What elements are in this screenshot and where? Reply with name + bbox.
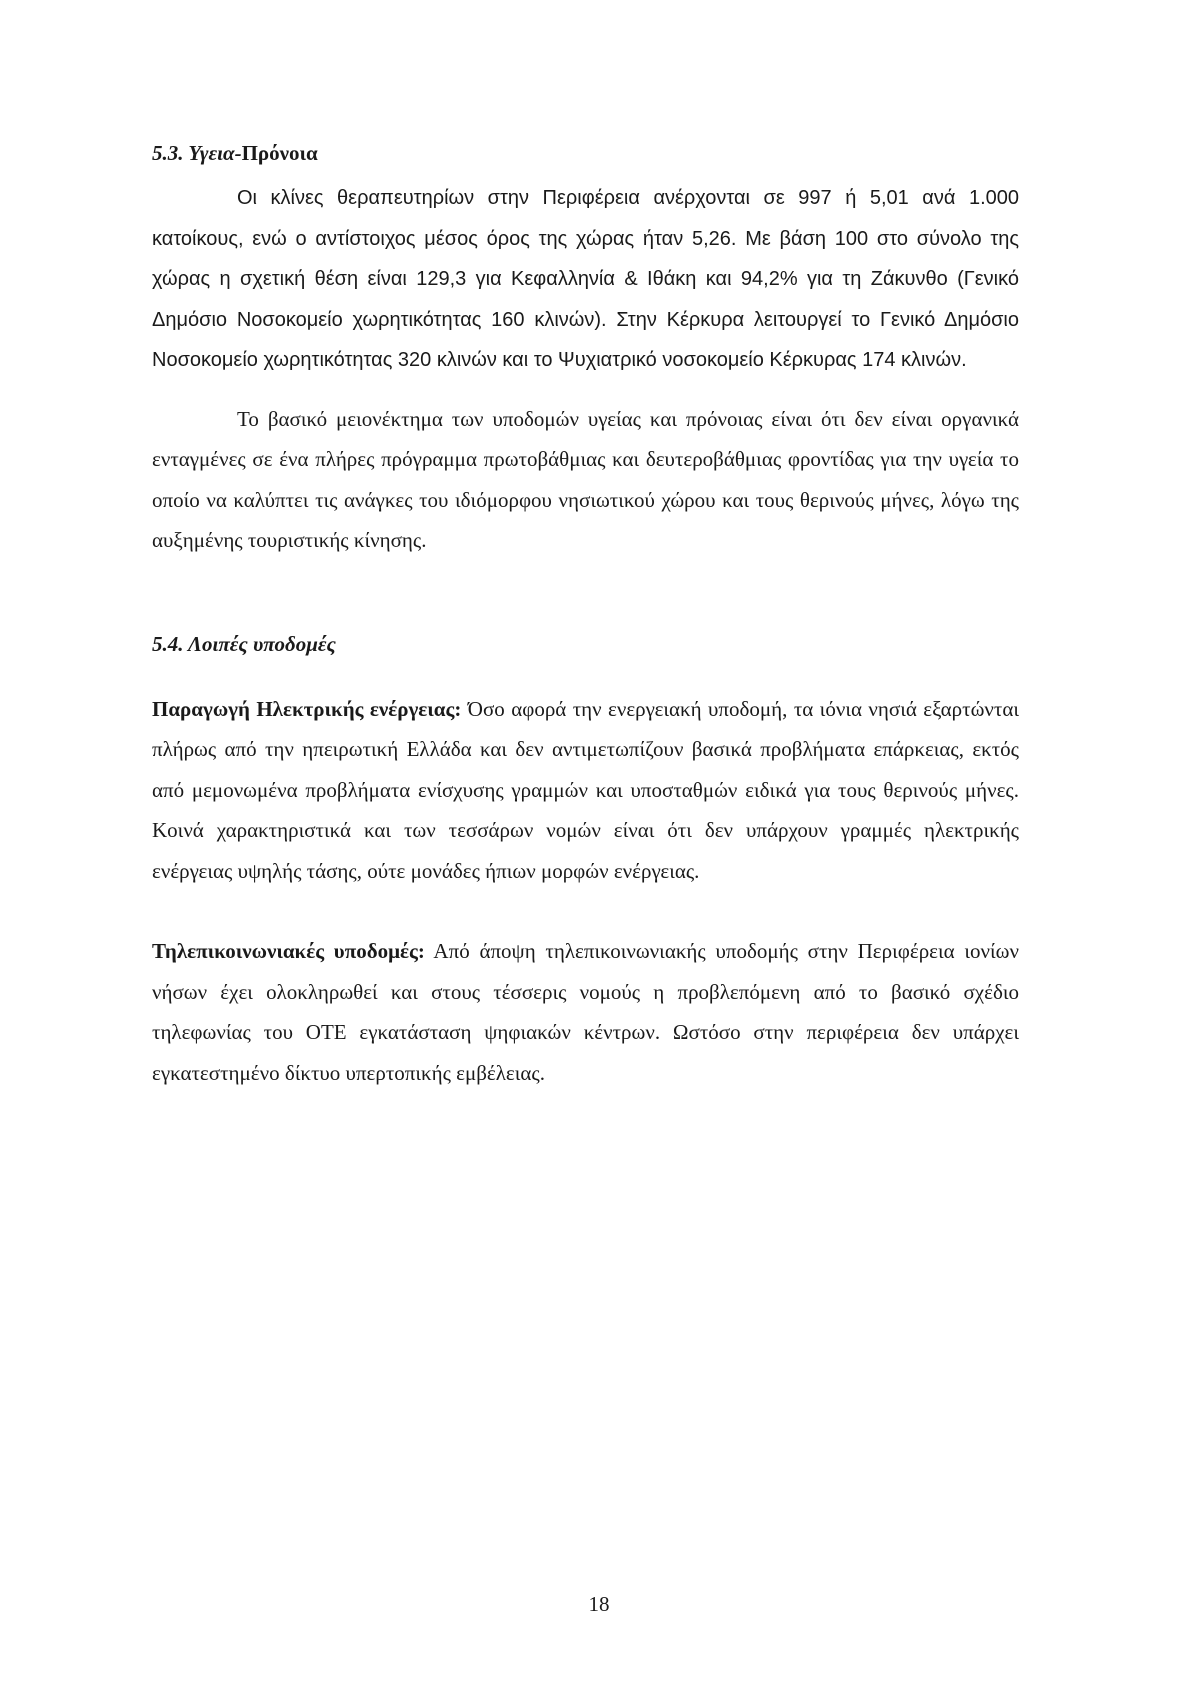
spacer xyxy=(152,381,1019,399)
section-heading-5-3 xyxy=(152,128,1019,178)
page-number: 18 xyxy=(588,1592,610,1616)
paragraph-body: Όσο αφορά την ενεργειακή υποδομή, τα ιόνια νησιά εξαρτώνται πλήρως από την ηπειρωτική Ελλάδα και δεν αντιμετωπίζουν βασικά προβλήματα επάρκειας, εκτός από μεμονωμένα προβλήματα ενίσχυσης γραμμών και υποσταθμών ειδικά για τους θερινούς μήνες. Κοινά χαρακτηριστικά και των τεσσάρων νομών είναι ότι δεν υπάρχουν γραμμές ηλεκτρικής ενέργειας υψηλής τάσης, ούτε μονάδες ήπιων μορφών ενέργειας. xyxy=(152,696,1019,883)
section-title-part: Υγεια- xyxy=(188,141,242,165)
section-title: Λοιπές υποδομές xyxy=(187,631,336,656)
paragraph-body: Από άποψη τηλεπικοινωνιακής υποδομής στην Περιφέρεια ιονίων νήσων έχει ολοκληρωθεί και στους τέσσερις νομούς η προβλεπόμενη από το βασικό σχέδιο τηλεφωνίας του ΟΤΕ εγκατάσταση ψηφιακών κέντρων. Ωστόσο στην περιφέρεια δεν υπάρχει εγκατεστημένο δίκτυο υπερτοπικής εμβέλειας. xyxy=(152,939,1019,1085)
paragraph-lead: Τηλεπικοινωνιακές υποδομές: xyxy=(152,939,425,963)
spacer xyxy=(152,891,1019,931)
section-number: 5.3. xyxy=(152,141,184,165)
section-title-part: Πρόνοια xyxy=(241,141,318,165)
section-number: 5.4. xyxy=(152,631,184,656)
paragraph-electricity xyxy=(152,689,1019,892)
paragraph-lead: Παραγωγή Ηλεκτρικής ενέργειας: xyxy=(152,696,462,721)
paragraph-telecom xyxy=(152,931,1019,1093)
spacer xyxy=(152,561,1019,619)
paragraph-health-beds: Οι κλίνες θεραπευτηρίων στην Περιφέρεια ανέρχονται σε 997 ή 5,01 ανά 1.000 κατοίκους, ενώ ο αντίστοιχος μέσος όρος της χώρας ήταν 5,26. Με βάση 100 στο σύνολο της χώρας η σχετική θέση είναι 129,3 για Κεφαλληνία & Ιθάκη και 94,2% για τη Ζάκυνθο (Γενικό Δημόσιο Νοσοκομείο χωρητικότητας 160 κλινών). Στην Κέρκυρα λειτουργεί το Γενικό Δημόσιο Νοσοκομείο χωρητικότητας 320 κλινών και το Ψυχιατρικό νοσοκομείο Κέρκυρας 174 κλινών. xyxy=(152,187,1019,371)
spacer xyxy=(152,669,1019,689)
paragraph-health-disadvantage: Το βασικό μειονέκτημα των υποδομών υγείας και πρόνοιας είναι ότι δεν είναι οργανικά ενταγμένες σε ένα πλήρες πρόγραμμα πρωτοβάθμιας και δευτεροβάθμιας φροντίδας για την υγεία το οποίο να καλύπτει τις ανάγκες του ιδιόμορφου νησιωτικού χώρου και τους θερινούς μήνες, λόγω της αυξημένης τουριστικής κίνησης. xyxy=(152,406,1019,552)
section-heading-5-4 xyxy=(152,619,1019,669)
page-content xyxy=(152,128,1019,1093)
